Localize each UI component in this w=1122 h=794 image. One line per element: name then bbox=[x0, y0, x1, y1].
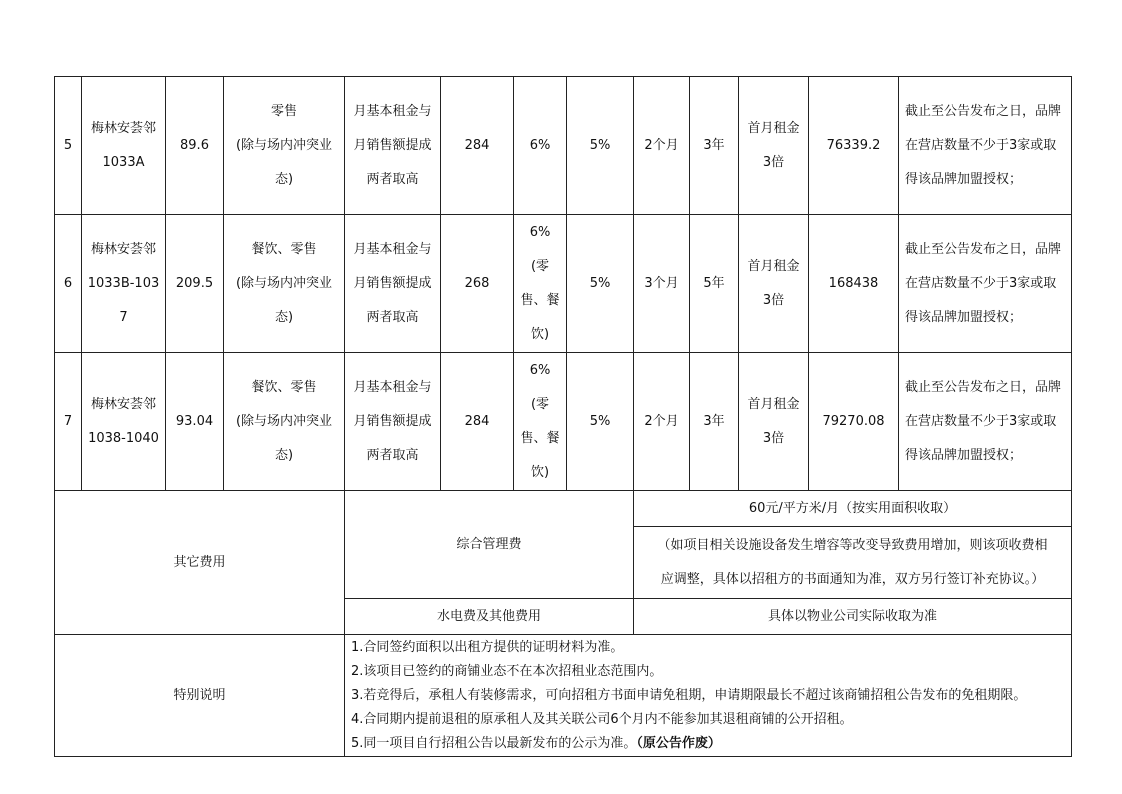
special-note-4: 4.合同期内提前退租的原承租人及其关联公司6个月内不能参加其退租商铺的公开招租。 bbox=[351, 711, 853, 727]
unit-name: 梅林安荟邻 1033B-103 7 bbox=[82, 215, 166, 353]
unit-name: 梅林安荟邻 1033A bbox=[82, 77, 166, 215]
business-type: 餐饮、零售 (除与场内冲突业 态) bbox=[224, 215, 345, 353]
utility-fee-label: 水电费及其他费用 bbox=[345, 599, 634, 635]
table-row bbox=[55, 215, 1072, 353]
row-number: 6 bbox=[55, 215, 82, 353]
special-note-1: 1.合同签约面积以出租方提供的证明材料为准。 bbox=[351, 639, 624, 655]
rent-free-period: 2个月 bbox=[634, 77, 690, 215]
mgmt-fee-label: 综合管理费 bbox=[345, 491, 634, 599]
table-row bbox=[55, 77, 1072, 215]
special-note-2: 2.该项目已签约的商铺业态不在本次招租业态范围内。 bbox=[351, 663, 663, 679]
brand-requirement: 截止至公告发布之日，品牌 在营店数量不少于3家或取 得该品牌加盟授权； bbox=[899, 77, 1072, 215]
row-number: 7 bbox=[55, 353, 82, 491]
rent-free-period: 3个月 bbox=[634, 215, 690, 353]
brand-requirement: 截止至公告发布之日，品牌 在营店数量不少于3家或取 得该品牌加盟授权； bbox=[899, 215, 1072, 353]
utility-fee-value: 具体以物业公司实际收取为准 bbox=[634, 599, 1072, 635]
unit-area: 89.6 bbox=[166, 77, 224, 215]
mgmt-fee-rate: 60元/平方米/月（按实用面积收取） bbox=[634, 491, 1072, 527]
special-note-5 bbox=[351, 732, 1065, 756]
rent-free-period: 2个月 bbox=[634, 353, 690, 491]
other-fees-label: 其它费用 bbox=[55, 491, 345, 635]
base-rent: 284 bbox=[441, 353, 514, 491]
business-type: 餐饮、零售 (除与场内冲突业 态) bbox=[224, 353, 345, 491]
base-rent: 268 bbox=[441, 215, 514, 353]
commission-rate: 6% bbox=[514, 77, 567, 215]
rent-mode: 月基本租金与 月销售额提成 两者取高 bbox=[345, 353, 441, 491]
rent-mode: 月基本租金与 月销售额提成 两者取高 bbox=[345, 77, 441, 215]
special-note-3: 3.若竞得后，承租人有装修需求，可向招租方书面申请免租期，申请期限最长不超过该商铺招租公告发布的免租期限。 bbox=[351, 687, 1027, 703]
annual-increase: 5% bbox=[567, 215, 634, 353]
table-row bbox=[55, 353, 1072, 491]
total-price: 76339.2 bbox=[809, 77, 899, 215]
tender-table bbox=[54, 76, 1072, 757]
lease-term: 3年 bbox=[690, 77, 739, 215]
base-rent: 284 bbox=[441, 77, 514, 215]
deposit: 首月租金 3倍 bbox=[739, 215, 809, 353]
unit-area: 93.04 bbox=[166, 353, 224, 491]
annual-increase: 5% bbox=[567, 353, 634, 491]
deposit: 首月租金 3倍 bbox=[739, 77, 809, 215]
brand-requirement: 截止至公告发布之日，品牌 在营店数量不少于3家或取 得该品牌加盟授权； bbox=[899, 353, 1072, 491]
row-number: 5 bbox=[55, 77, 82, 215]
commission-rate: 6% (零 售、餐 饮) bbox=[514, 215, 567, 353]
special-notes-label: 特别说明 bbox=[55, 635, 345, 757]
business-type: 零售 (除与场内冲突业 态) bbox=[224, 77, 345, 215]
annual-increase: 5% bbox=[567, 77, 634, 215]
total-price: 79270.08 bbox=[809, 353, 899, 491]
total-price: 168438 bbox=[809, 215, 899, 353]
rent-mode: 月基本租金与 月销售额提成 两者取高 bbox=[345, 215, 441, 353]
special-notes bbox=[345, 635, 1072, 757]
mgmt-fee-note: （如项目相关设施设备发生增容等改变导致费用增加，则该项收费相 应调整，具体以招租方的书面通知为准，双方另行签订补充协议。） bbox=[634, 527, 1072, 599]
special-note-5-bold: （原公告作废） bbox=[636, 735, 721, 751]
rows-body bbox=[55, 77, 1072, 491]
commission-rate: 6% (零 售、餐 饮) bbox=[514, 353, 567, 491]
special-note-5-text: 5.同一项目自行招租公告以最新发布的公示为准。 bbox=[351, 735, 637, 751]
lease-term: 5年 bbox=[690, 215, 739, 353]
deposit: 首月租金 3倍 bbox=[739, 353, 809, 491]
lease-term: 3年 bbox=[690, 353, 739, 491]
unit-name: 梅林安荟邻 1038-1040 bbox=[82, 353, 166, 491]
unit-area: 209.5 bbox=[166, 215, 224, 353]
